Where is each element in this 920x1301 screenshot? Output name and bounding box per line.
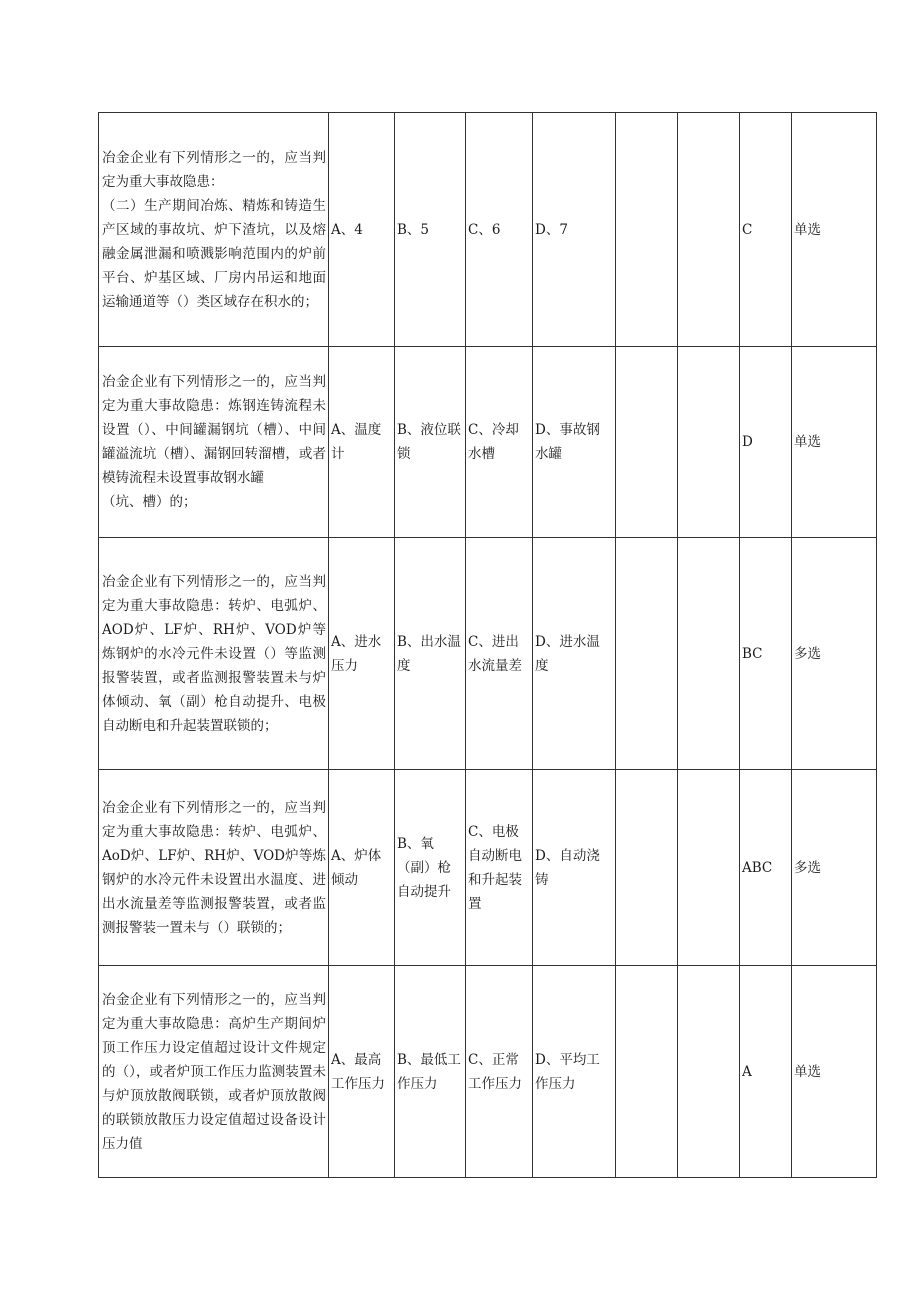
option-a-cell: A、温度计 <box>329 347 395 538</box>
question-line: 冶金企业有下列情形之一的，应当判定为重大事故隐患：转炉、电弧炉、AOD炉、LF炉、RH炉、VOD炉等炼钢炉的水冷元件未设置（）等监测报警装置，或者监测报警装置未与炉体倾动、氧（副）枪自动提升、电极自动断电和升起装置联锁的； <box>102 573 326 734</box>
option-a-cell: A、4 <box>329 113 395 347</box>
table-row <box>99 538 877 770</box>
option-b-cell: B、液位联锁 <box>395 347 466 538</box>
question-type-cell: 多选 <box>792 538 877 770</box>
option-c-cell: C、6 <box>466 113 533 347</box>
option-c-cell: C、进出水流量差 <box>466 538 533 770</box>
option-d-cell: D、事故钢水罐 <box>533 347 616 538</box>
empty-cell <box>678 113 740 347</box>
empty-cell <box>616 770 678 966</box>
question-line: 冶金企业有下列情形之一的，应当判定为重大事故隐患： <box>102 149 326 190</box>
question-table <box>98 112 877 1178</box>
table-row <box>99 347 877 538</box>
question-line: （二）生产期间冶炼、精炼和铸造生产区域的事故坑、炉下渣坑，以及熔融金属泄漏和喷溅影响范围内的炉前平台、炉基区域、厂房内吊运和地面运输通道等（）类区域存在积水的； <box>102 197 326 310</box>
option-a-cell: A、最高工作压力 <box>329 966 395 1178</box>
question-cell <box>99 347 329 538</box>
answer-cell: D <box>740 347 792 538</box>
option-b-cell: B、出水温度 <box>395 538 466 770</box>
question-type-cell: 单选 <box>792 347 877 538</box>
answer-cell: ABC <box>740 770 792 966</box>
question-line: 冶金企业有下列情形之一的，应当判定为重大事故隐患：高炉生产期间炉顶工作压力设定值超过设计文件规定的（），或者炉顶工作压力监测装置未与炉顶放散阀联锁，或者炉顶放散阀的联锁放散压力设定值超过设备设计压力值 <box>102 991 326 1152</box>
option-c-cell: C、电极自动断电和升起装置 <box>466 770 533 966</box>
table-row <box>99 770 877 966</box>
question-cell <box>99 966 329 1178</box>
answer-cell: A <box>740 966 792 1178</box>
question-type-cell: 多选 <box>792 770 877 966</box>
empty-cell <box>616 113 678 347</box>
question-cell <box>99 113 329 347</box>
option-c-cell: C、正常工作压力 <box>466 966 533 1178</box>
empty-cell <box>678 966 740 1178</box>
option-b-cell: B、氧（副）枪自动提升 <box>395 770 466 966</box>
answer-cell: C <box>740 113 792 347</box>
empty-cell <box>616 347 678 538</box>
empty-cell <box>678 347 740 538</box>
question-line: 冶金企业有下列情形之一的，应当判定为重大事故隐患：转炉、电弧炉、AoD炉、LF炉、RH炉、VOD炉等炼钢炉的水冷元件未设置出水温度、进出水流量差等监测报警装置，或者监测报警装一置未与（）联锁的； <box>102 799 326 936</box>
question-type-cell: 单选 <box>792 113 877 347</box>
question-line: 冶金企业有下列情形之一的，应当判定为重大事故隐患：炼钢连铸流程未设置（）、中间罐漏钢坑（槽）、中间罐溢流坑（槽）、漏钢回转溜槽，或者模铸流程未设置事故钢水罐 <box>102 374 326 486</box>
option-d-cell: D、自动浇铸 <box>533 770 616 966</box>
table-row <box>99 966 877 1178</box>
empty-cell <box>616 966 678 1178</box>
table-row <box>99 113 877 347</box>
question-cell <box>99 538 329 770</box>
empty-cell <box>616 538 678 770</box>
option-a-cell: A、进水压力 <box>329 538 395 770</box>
empty-cell <box>678 770 740 966</box>
question-type-cell: 单选 <box>792 966 877 1178</box>
option-d-cell: D、进水温度 <box>533 538 616 770</box>
option-a-cell: A、炉体倾动 <box>329 770 395 966</box>
option-d-cell: D、平均工作压力 <box>533 966 616 1178</box>
empty-cell <box>678 538 740 770</box>
answer-cell: BC <box>740 538 792 770</box>
option-d-cell: D、7 <box>533 113 616 347</box>
option-b-cell: B、5 <box>395 113 466 347</box>
question-line: （坑、槽）的； <box>102 494 197 510</box>
question-cell <box>99 770 329 966</box>
option-b-cell: B、最低工作压力 <box>395 966 466 1178</box>
option-c-cell: C、冷却水槽 <box>466 347 533 538</box>
